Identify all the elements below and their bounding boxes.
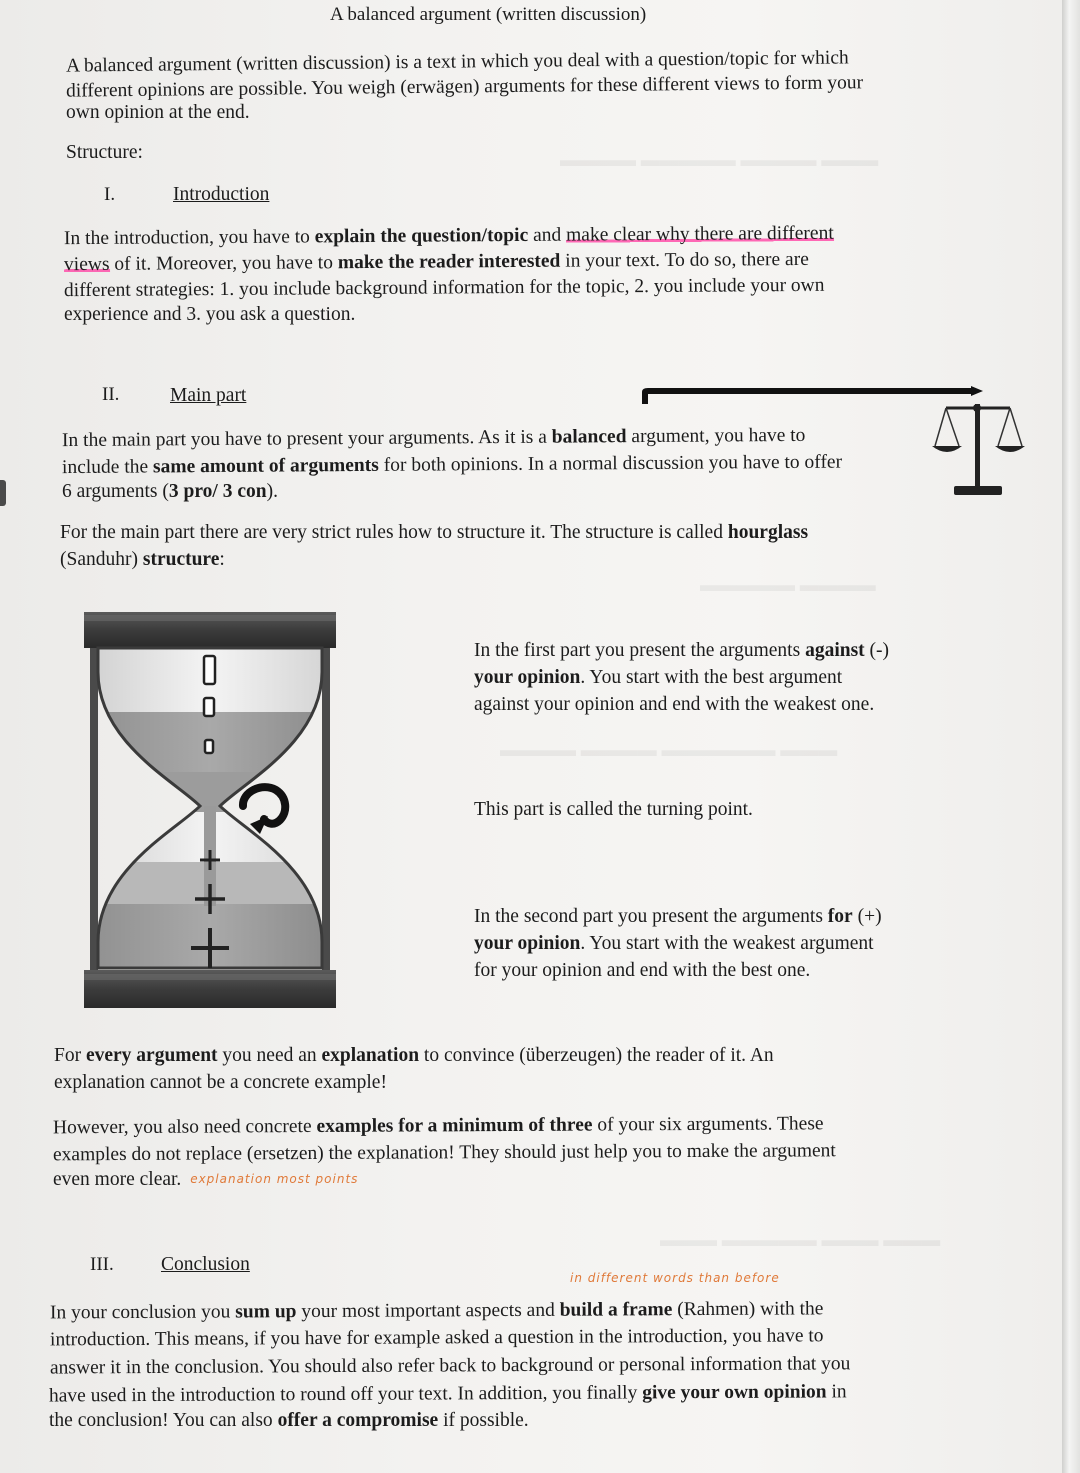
text: ). xyxy=(266,481,278,502)
introduction-line: different strategies: 1. you include background information for the topic, 2. you include your own xyxy=(63,274,825,302)
text: have used in the introduction to round off your text. In addition, you finally xyxy=(48,1382,643,1407)
text: . You start with the best argument xyxy=(580,667,843,688)
structure-label: Structure: xyxy=(66,142,143,163)
text: the conclusion! You can also xyxy=(49,1410,278,1431)
text: you need an xyxy=(217,1045,322,1066)
text: and xyxy=(528,224,567,246)
for-line xyxy=(474,903,939,930)
text: (-) xyxy=(864,640,890,661)
for-line: for your opinion and end with the best one. xyxy=(474,960,811,981)
against-arguments-text xyxy=(474,637,939,718)
bold-text: sum up xyxy=(235,1301,297,1323)
section-number: III. xyxy=(90,1254,114,1275)
handwritten-note: in different words than before xyxy=(570,1271,780,1285)
text: to convince (überzeugen) the reader of it. An xyxy=(419,1045,774,1066)
against-line: against your opinion and end with the weakest one. xyxy=(474,694,875,715)
section-number: I. xyxy=(104,184,116,205)
intro-line: A balanced argument (written discussion) is a text in which you deal with a question/topic for which xyxy=(65,47,849,77)
text: in xyxy=(826,1381,847,1403)
bold-text: balanced xyxy=(551,426,627,448)
text: However, you also need concrete xyxy=(52,1115,317,1139)
text: (Sanduhr) xyxy=(60,549,143,570)
text: (+) xyxy=(852,906,882,927)
conclusion-line: introduction. This means, if you have for example asked a question in the introduction, you have to xyxy=(49,1325,824,1351)
explanation-line xyxy=(54,1043,954,1070)
text: of your six arguments. These xyxy=(592,1113,824,1136)
show-through: ▬▬▬▬▬ ▬▬▬▬ xyxy=(700,575,876,596)
bold-text: your opinion xyxy=(474,933,581,954)
text: In the second part you present the arguments xyxy=(474,906,828,927)
page-edge xyxy=(1062,0,1080,1473)
turning-arrow-icon xyxy=(243,787,285,834)
text: In your conclusion you xyxy=(49,1301,236,1324)
hourglass-icon xyxy=(84,612,336,1010)
text: even more clear. xyxy=(53,1169,182,1190)
intro-line: own opinion at the end. xyxy=(66,102,250,123)
examples-line xyxy=(53,1167,453,1195)
intro-line: different opinions are possible. You weigh (erwägen) arguments for these different views to form your xyxy=(65,72,864,102)
bold-text: 3 pro/ 3 con xyxy=(168,481,267,502)
text: : xyxy=(219,549,225,570)
text: For the main part there are very strict rules how to structure it. The structure is called xyxy=(60,522,728,543)
highlighted-text: make clear why there are different xyxy=(566,222,834,246)
text: In the introduction, you have to xyxy=(63,226,315,250)
bold-text: explain the question/topic xyxy=(314,224,529,248)
explanation-line: explanation cannot be a concrete example! xyxy=(54,1072,387,1093)
show-through: ▬▬▬▬ ▬▬▬▬ ▬▬▬▬▬▬ ▬▬▬ xyxy=(500,740,838,761)
show-through: ▬▬▬▬ ▬▬▬▬▬ ▬▬▬▬ ▬▬▬ xyxy=(560,150,879,171)
for-arguments-text xyxy=(474,903,939,984)
bold-text: make the reader interested xyxy=(337,250,561,274)
bold-text: every argument xyxy=(85,1045,218,1066)
against-line xyxy=(474,637,939,664)
bold-text: same amount of arguments xyxy=(152,454,379,478)
text: include the xyxy=(61,456,154,479)
conclusion-line: answer it in the conclusion. You should also refer back to background or personal information that you xyxy=(49,1353,851,1379)
bold-text: your opinion xyxy=(474,667,581,688)
text: in your text. To do so, there are xyxy=(560,248,809,272)
conclusion-line xyxy=(49,1408,969,1435)
section-title-introduction: Introduction xyxy=(173,184,270,205)
show-through: ▬▬▬ ▬▬▬▬▬ ▬▬▬ ▬▬▬ xyxy=(660,1230,941,1251)
text: (Rahmen) with the xyxy=(672,1298,824,1321)
section-title-conclusion: Conclusion xyxy=(161,1254,250,1275)
bold-text: give your own opinion xyxy=(642,1381,827,1404)
bold-text: build a frame xyxy=(559,1299,673,1321)
text: 6 arguments ( xyxy=(62,481,169,502)
conclusion-line xyxy=(49,1378,1009,1410)
text: . You start with the weakest argument xyxy=(580,933,874,954)
text: if possible. xyxy=(438,1410,529,1431)
examples-line xyxy=(53,1111,953,1142)
bold-text: hourglass xyxy=(727,522,809,543)
section-number: II. xyxy=(102,384,120,405)
page-title: A balanced argument (written discussion) xyxy=(330,4,647,25)
against-line xyxy=(474,664,939,691)
text: of it. Moreover, you have to xyxy=(109,252,338,275)
text: for both opinions. In a normal discussion you have to offer xyxy=(378,451,843,476)
page-edge-mark xyxy=(0,480,6,506)
bold-text: explanation xyxy=(321,1045,420,1066)
text: In the main part you have to present your arguments. As it is a xyxy=(61,426,552,452)
handwritten-note: explanation most points xyxy=(190,1172,359,1186)
bold-text: for xyxy=(827,906,853,927)
introduction-line: experience and 3. you ask a question. xyxy=(64,304,356,325)
for-line xyxy=(474,930,939,957)
hourglass-intro-line xyxy=(60,520,940,547)
text: argument, you have to xyxy=(626,424,806,448)
bold-text: examples for a minimum of three xyxy=(316,1114,593,1137)
bold-text: against xyxy=(805,640,865,661)
turning-point-text: This part is called the turning point. xyxy=(474,799,753,820)
text: For xyxy=(54,1045,86,1066)
section-title-main-part: Main part xyxy=(170,385,247,406)
text: In the first part you present the arguments xyxy=(474,640,806,661)
hourglass-intro-line xyxy=(60,547,940,574)
text: your most important aspects and xyxy=(296,1299,560,1323)
bold-text: structure xyxy=(142,549,220,570)
conclusion-line xyxy=(50,1296,970,1327)
main-part-line xyxy=(62,479,942,506)
highlighted-text: views xyxy=(63,253,110,276)
bold-text: offer a compromise xyxy=(277,1410,439,1431)
examples-line: examples do not replace (ersetzen) the explanation! They should just help you to make the argument xyxy=(52,1140,836,1166)
